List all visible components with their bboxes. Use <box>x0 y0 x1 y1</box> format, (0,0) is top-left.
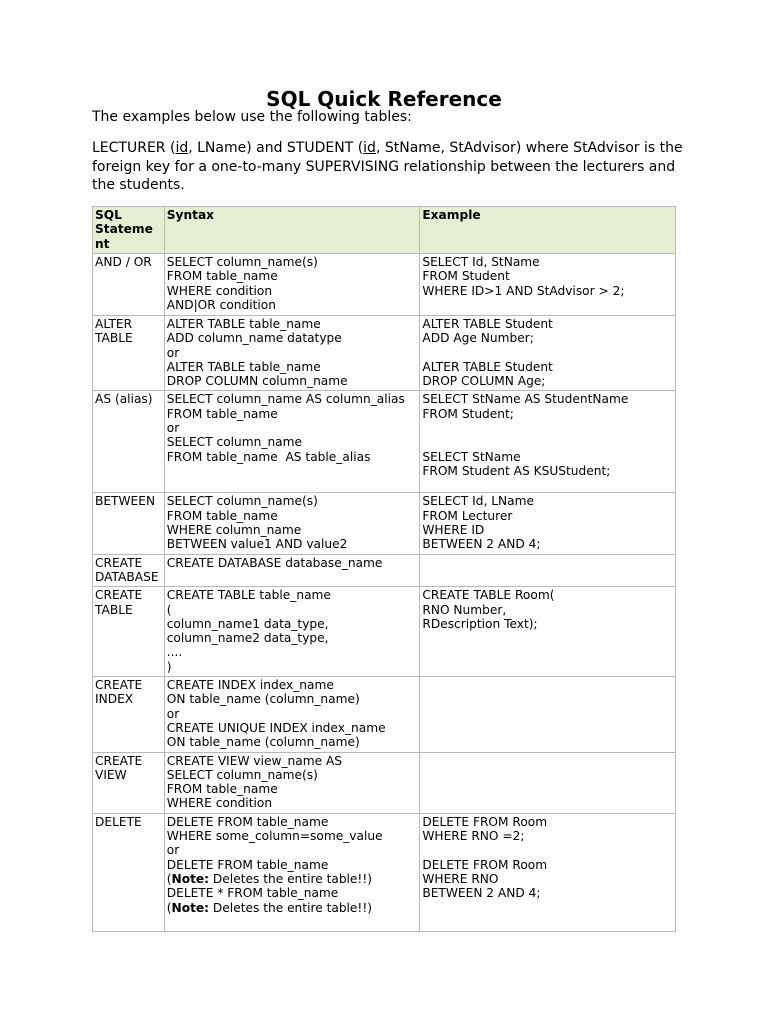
syntax-cell <box>164 677 420 752</box>
example-line <box>422 346 675 360</box>
statement-line: TABLE <box>95 602 133 617</box>
syntax-line: DELETE FROM table_name <box>166 814 329 829</box>
statement-line: VIEW <box>95 767 127 782</box>
example-line: BETWEEN 2 AND 4; <box>422 537 541 552</box>
sql-reference-table <box>92 206 676 932</box>
syntax-line: ) <box>166 659 172 674</box>
syntax-line: WHERE condition <box>166 796 273 811</box>
example-line: DELETE FROM Room <box>422 814 548 829</box>
table-row <box>93 587 676 677</box>
example-line: WHERE RNO =2; <box>422 829 525 844</box>
example-line: WHERE ID>1 AND StAdvisor > 2; <box>422 283 625 298</box>
syntax-line: (Note: Deletes the entire table!!) <box>166 871 372 886</box>
statement-line: AND / OR <box>95 255 152 269</box>
syntax-line: or <box>166 421 180 436</box>
header-statement: SQL Stateme nt <box>93 207 165 254</box>
statement-cell <box>93 554 165 587</box>
statement-line: CREATE <box>95 588 143 603</box>
page-title: SQL Quick Reference <box>266 87 502 111</box>
syntax-line: FROM table_name <box>166 782 278 797</box>
example-line: WHERE RNO <box>422 871 499 886</box>
syntax-line: column_name1 data_type, <box>166 616 329 631</box>
example-line: SELECT StName AS StudentName <box>422 392 629 407</box>
syntax-line: (Note: Deletes the entire table!!) <box>166 900 372 915</box>
note-label: Note: <box>171 871 210 886</box>
syntax-line: SELECT column_name <box>166 435 303 450</box>
syntax-line <box>167 915 420 929</box>
syntax-line: or <box>166 706 180 721</box>
example-line: FROM Student <box>422 269 510 284</box>
header-syntax: Syntax <box>164 207 420 254</box>
syntax-line: ALTER TABLE table_name <box>166 317 321 331</box>
statement-line: CREATE <box>95 555 143 570</box>
statement-cell <box>93 752 165 813</box>
example-cell <box>420 677 676 752</box>
example-line: RNO Number, <box>422 602 507 617</box>
example-line: FROM Lecturer <box>422 508 513 523</box>
syntax-line: WHERE condition <box>166 283 273 298</box>
syntax-line: CREATE VIEW view_name AS <box>166 753 343 768</box>
syntax-line: DROP COLUMN column_name <box>166 374 348 389</box>
statement-cell <box>93 391 165 493</box>
syntax-line: ON table_name (column_name) <box>166 692 360 707</box>
example-cell <box>420 254 676 316</box>
syntax-line: .... <box>166 645 183 660</box>
example-line <box>422 435 675 449</box>
syntax-cell <box>164 391 420 493</box>
syntax-line: SELECT column_name(s) <box>166 255 318 269</box>
example-cell <box>420 554 676 587</box>
example-line: WHERE ID <box>422 523 485 538</box>
example-line: BETWEEN 2 AND 4; <box>422 886 541 901</box>
syntax-line: FROM table_name <box>166 508 278 523</box>
syntax-line: CREATE DATABASE database_name <box>166 555 383 570</box>
table-row <box>93 391 676 493</box>
syntax-line: AND|OR condition <box>166 297 276 312</box>
syntax-line: CREATE UNIQUE INDEX index_name <box>166 720 386 735</box>
example-cell <box>420 493 676 554</box>
syntax-cell <box>164 587 420 677</box>
header-example: Example <box>420 207 676 254</box>
syntax-line: or <box>166 843 180 858</box>
example-line: SELECT Id, StName <box>422 255 540 269</box>
table-header-row <box>93 207 676 254</box>
syntax-line: ( <box>166 602 172 617</box>
syntax-cell <box>164 254 420 316</box>
example-line: SELECT StName <box>422 449 521 464</box>
statement-cell <box>93 316 165 391</box>
example-cell <box>420 813 676 931</box>
syntax-cell <box>164 493 420 554</box>
syntax-line: ADD column_name datatype <box>166 331 342 346</box>
statement-cell <box>93 813 165 931</box>
syntax-line: FROM table_name <box>166 269 278 284</box>
syntax-line: BETWEEN value1 AND value2 <box>166 537 348 552</box>
example-cell <box>420 316 676 391</box>
table-row <box>93 813 676 931</box>
statement-line: TABLE <box>95 331 133 346</box>
statement-line: DATABASE <box>95 569 159 584</box>
statement-cell <box>93 677 165 752</box>
table-row <box>93 554 676 587</box>
syntax-line: SELECT column_name AS column_alias <box>166 392 405 407</box>
syntax-line <box>167 464 420 478</box>
syntax-line: SELECT column_name(s) <box>166 494 318 509</box>
statement-line: CREATE <box>95 678 143 693</box>
example-line: FROM Student; <box>422 406 514 421</box>
statement-cell <box>93 587 165 677</box>
example-line: ALTER TABLE Student <box>422 317 553 331</box>
syntax-line: SELECT column_name(s) <box>166 767 318 782</box>
statement-cell <box>93 493 165 554</box>
statement-line: BETWEEN <box>95 494 156 509</box>
syntax-line: DELETE FROM table_name <box>166 857 329 872</box>
syntax-line: ALTER TABLE table_name <box>166 359 321 374</box>
table-row <box>93 752 676 813</box>
syntax-cell <box>164 752 420 813</box>
desc-key: id <box>175 140 189 156</box>
syntax-cell <box>164 554 420 587</box>
syntax-line: WHERE column_name <box>166 523 302 538</box>
example-line: SELECT Id, LName <box>422 494 534 509</box>
syntax-line: DELETE * FROM table_name <box>166 886 339 901</box>
desc-part: LECTURER ( <box>92 140 176 156</box>
syntax-line: CREATE INDEX index_name <box>166 678 334 693</box>
tables-description <box>92 139 692 195</box>
syntax-cell <box>164 316 420 391</box>
example-cell <box>420 587 676 677</box>
syntax-line: FROM table_name AS table_alias <box>166 449 371 464</box>
table-row <box>93 316 676 391</box>
example-line <box>422 843 675 857</box>
syntax-line: FROM table_name <box>166 406 278 421</box>
note-label: Note: <box>171 900 210 915</box>
syntax-line: WHERE some_column=some_value <box>166 829 383 844</box>
syntax-line: column_name2 data_type, <box>166 631 329 646</box>
example-line: CREATE TABLE Room( <box>422 588 555 603</box>
table-body <box>93 254 676 932</box>
example-line <box>422 421 675 435</box>
syntax-line: ON table_name (column_name) <box>166 735 360 750</box>
table-row <box>93 677 676 752</box>
example-line: ADD Age Number; <box>422 331 534 346</box>
table-row <box>93 493 676 554</box>
example-line: RDescription Text); <box>422 616 538 631</box>
intro-text: The examples below use the following tables: <box>92 109 412 125</box>
desc-key: id <box>363 140 376 156</box>
syntax-line: or <box>166 345 180 360</box>
statement-line: CREATE <box>95 753 143 768</box>
syntax-line: CREATE TABLE table_name <box>166 588 331 603</box>
desc-part: , LName) and STUDENT ( <box>188 140 364 156</box>
statement-line: ALTER <box>95 317 133 331</box>
example-line: DELETE FROM Room <box>422 857 548 872</box>
example-cell <box>420 391 676 493</box>
statement-line: DELETE <box>95 814 142 829</box>
example-line: ALTER TABLE Student <box>422 359 553 374</box>
table-row <box>93 254 676 316</box>
statement-line: INDEX <box>95 692 134 707</box>
example-line: FROM Student AS KSUStudent; <box>422 463 611 478</box>
statement-cell <box>93 254 165 316</box>
desc-part: , StName, StAdvisor) where StAdvisor is the foreign key for a one-to-many SUPERVISING relationship between the lecturers and the students. <box>92 140 683 193</box>
syntax-cell <box>164 813 420 931</box>
example-line: DROP COLUMN Age; <box>422 374 546 389</box>
example-cell <box>420 752 676 813</box>
statement-line: AS (alias) <box>95 392 153 407</box>
